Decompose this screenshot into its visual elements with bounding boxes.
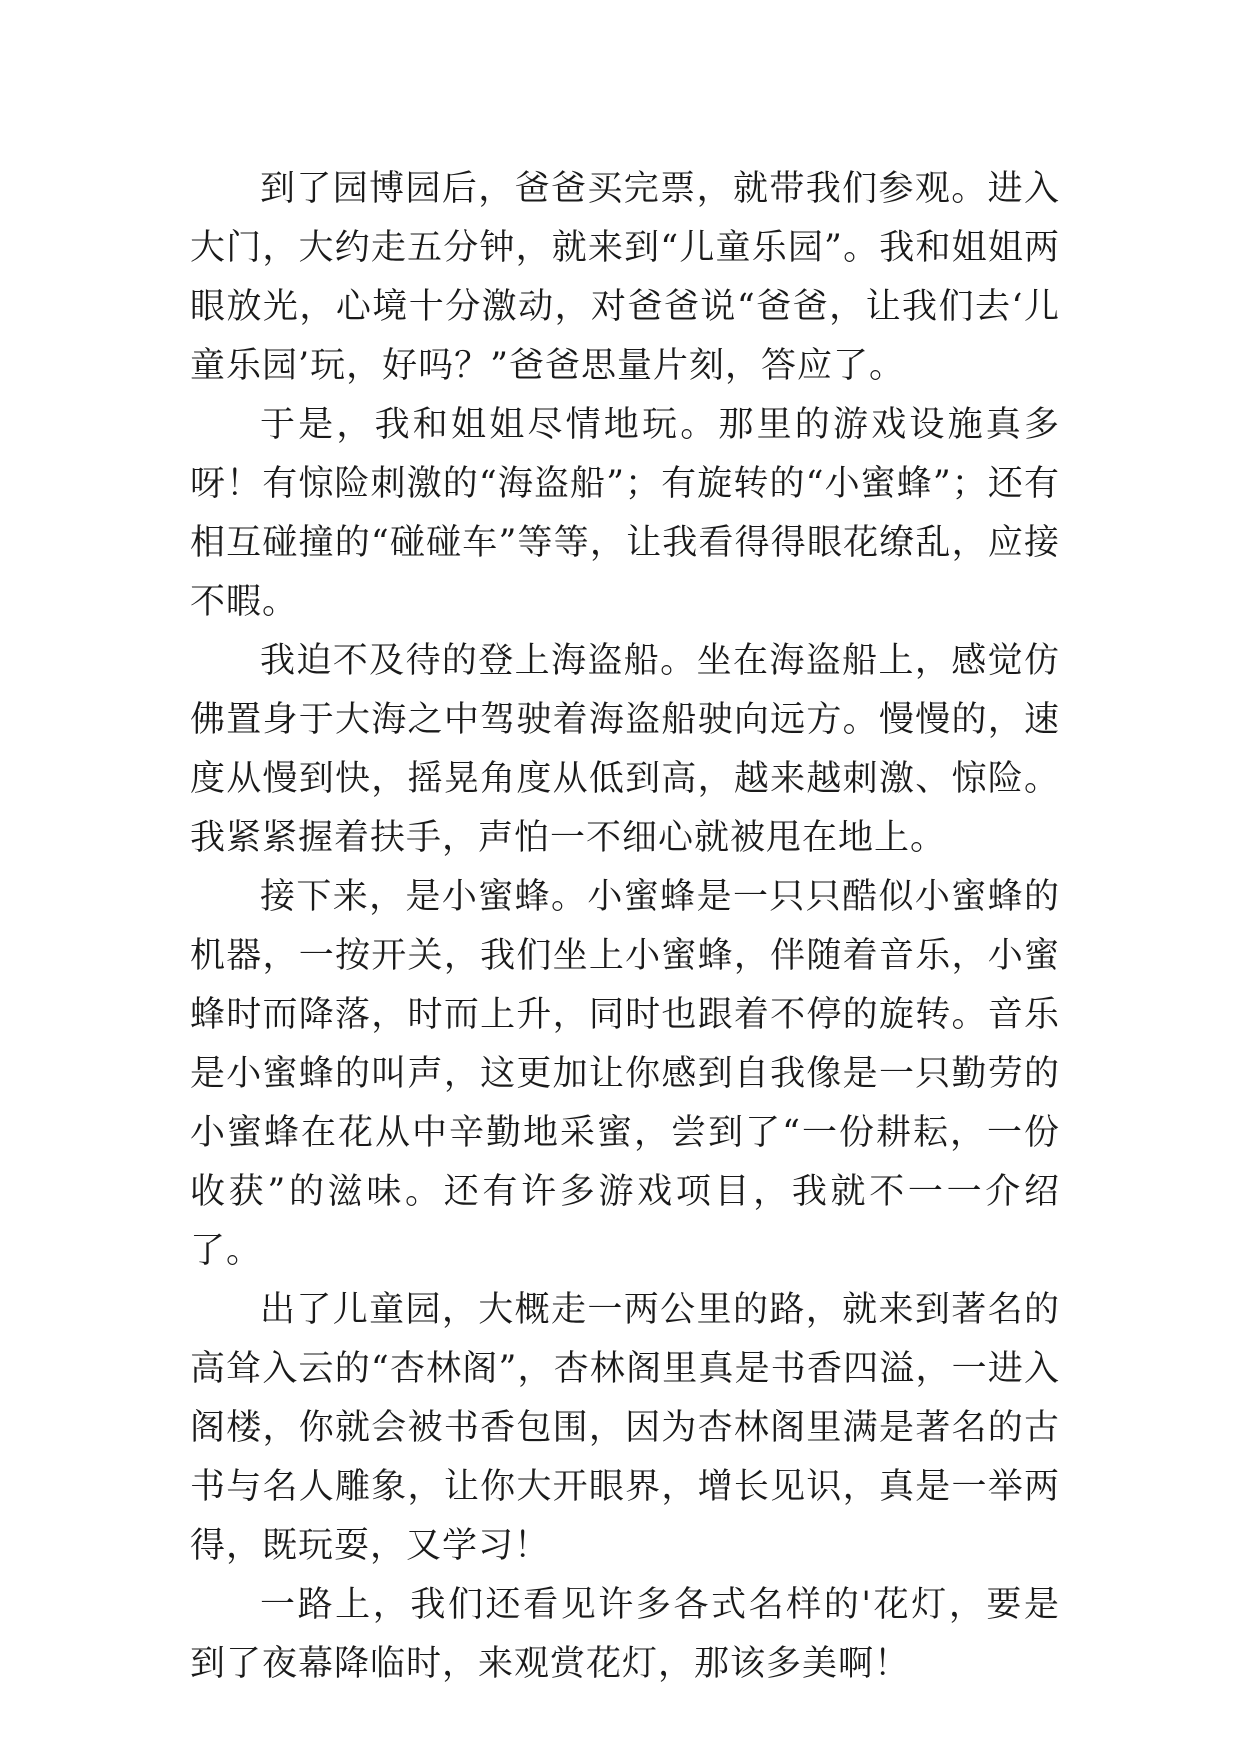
paragraph-2: 于是，我和姐姐尽情地玩。那里的游戏设施真多呀！有惊险刺激的“海盗船”；有旋转的“小蜜蜂”；还有相互碰撞的“碰碰车”等等，让我看得得眼花缭乱，应接不暇。 [190, 405, 1060, 622]
paragraph-1: 到了园博园后，爸爸买完票，就带我们参观。进入大门，大约走五分钟，就来到“儿童乐园”。我和姐姐两眼放光，心境十分激动，对爸爸说“爸爸，让我们去‘儿童乐园’玩，好吗？”爸爸思量片刻，答应了。 [190, 169, 1060, 386]
paragraph-3: 我迫不及待的登上海盗船。坐在海盗船上，感觉仿佛置身于大海之中驾驶着海盗船驶向远方。慢慢的，速度从慢到快，摇晃角度从低到高，越来越刺激、惊险。我紧紧握着扶手，声怕一不细心就被甩在地上。 [190, 641, 1060, 858]
document-page [190, 160, 1060, 1694]
paragraph-5: 出了儿童园，大概走一两公里的路，就来到著名的高耸入云的“杏林阁”，杏林阁里真是书香四溢，一进入阁楼，你就会被书香包围，因为杏林阁里满是著名的古书与名人雕象，让你大开眼界，增长见识，真是一举两得，既玩耍，又学习！ [190, 1290, 1060, 1566]
paragraph-4: 接下来，是小蜜蜂。小蜜蜂是一只只酷似小蜜蜂的机器，一按开关，我们坐上小蜜蜂，伴随着音乐，小蜜蜂时而降落，时而上升，同时也跟着不停的旋转。音乐是小蜜蜂的叫声，这更加让你感到自我像是一只勤劳的小蜜蜂在花从中辛勤地采蜜，尝到了“一份耕耘，一份收获”的滋味。还有许多游戏项目，我就不一一介绍了。 [190, 877, 1060, 1271]
paragraph-6: 一路上，我们还看见许多各式名样的'花灯，要是到了夜幕降临时，来观赏花灯，那该多美啊！ [190, 1585, 1060, 1684]
